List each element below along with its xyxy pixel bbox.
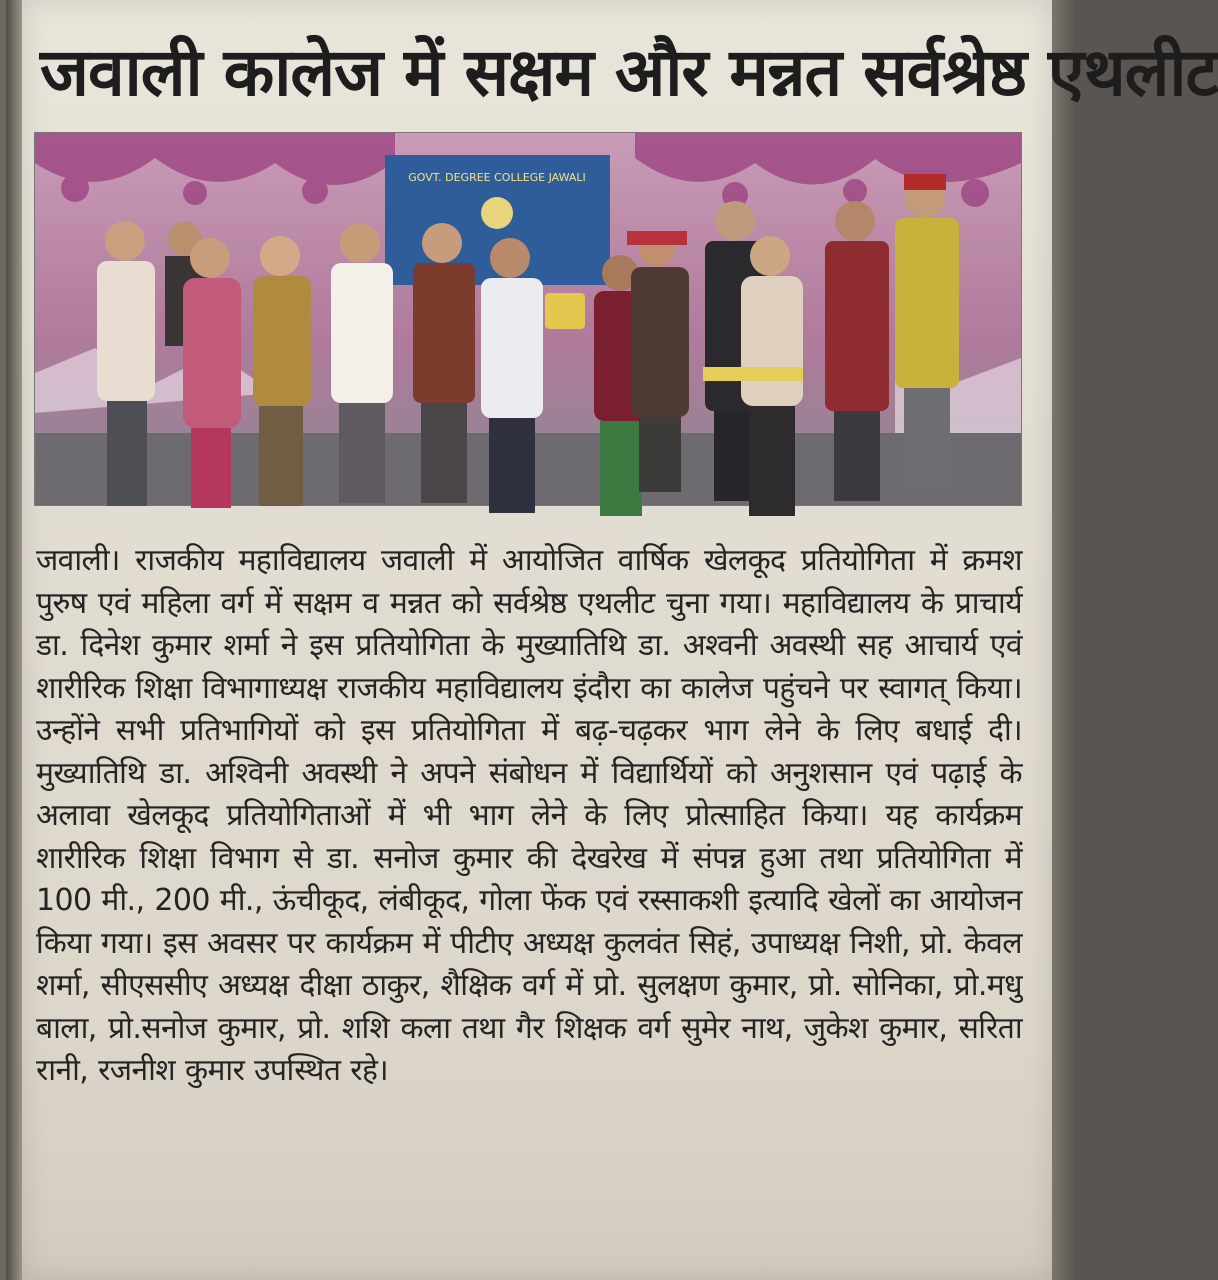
- newspaper-page: [22, 0, 1218, 1280]
- certificate: [703, 367, 803, 381]
- event-photo: [34, 132, 1022, 506]
- article-body: [36, 540, 1022, 1093]
- trophy: [545, 293, 585, 329]
- article-paragraph: जवाली। राजकीय महाविद्यालय जवाली में आयोजित वार्षिक खेलकूद प्रतियोगिता में क्रमश पुरुष एवं महिला वर्ग में सक्षम व मन्नत को सर्वश्रेष्ठ एथलीट चुना गया। महाविद्यालय के प्राचार्य डा. दिनेश कुमार शर्मा ने इस प्रतियोगिता के मुख्यातिथि डा. अश्वनी अवस्थी सह आचार्य एवं शारीरिक शिक्षा विभागाध्यक्ष राजकीय महाविद्यालय इंदौरा का कालेज पहुंचने पर स्वागत् किया। उन्होंने सभी प्रतिभागियों को इस प्रतियोगिता में बढ़-चढ़कर भाग लेने के लिए बधाई दी। मुख्यातिथि डा. अश्विनी अवस्थी ने अपने संबोधन में विद्यार्थियों को अनुशसान एवं पढ़ाई के अलावा खेलकूद प्रतियोगिताओं में भी भाग लेने के लिए प्रोत्साहित किया। यह कार्यक्रम शारीरिक शिक्षा विभाग से डा. सनोज कुमार की देखरेख में संपन्न हुआ तथा प्रतियोगिता में 100 मी., 200 मी., ऊंचीकूद, लंबीकूद, गोला फेंक एवं रस्साकशी इत्यादि खेलों का आयोजन किया गया। इस अवसर पर कार्यक्रम में पीटीए अध्यक्ष कुलवंत सिहं, उपाध्यक्ष निशी, प्रो. केवल शर्मा, सीएससीए अध्यक्ष दीक्षा ठाकुर, शैक्षिक वर्ग में प्रो. सुलक्षण कुमार, प्रो. सोनिका, प्रो.मधु बाला, प्रो.सनोज कुमार, प्रो. शशि कला तथा गैर शिक्षक वर्ग सुमेर नाथ, जुकेश कुमार, सरिता रानी, रजनीश कुमार उपस्थित रहे।: [36, 543, 1022, 1088]
- headline: जवाली कालेज में सक्षम और मन्नत सर्वश्रेष्ठ एथलीट: [40, 34, 1218, 111]
- banner-text: GOVT. DEGREE COLLEGE JAWALI: [408, 171, 586, 184]
- page-fold-shadow: [6, 0, 22, 1280]
